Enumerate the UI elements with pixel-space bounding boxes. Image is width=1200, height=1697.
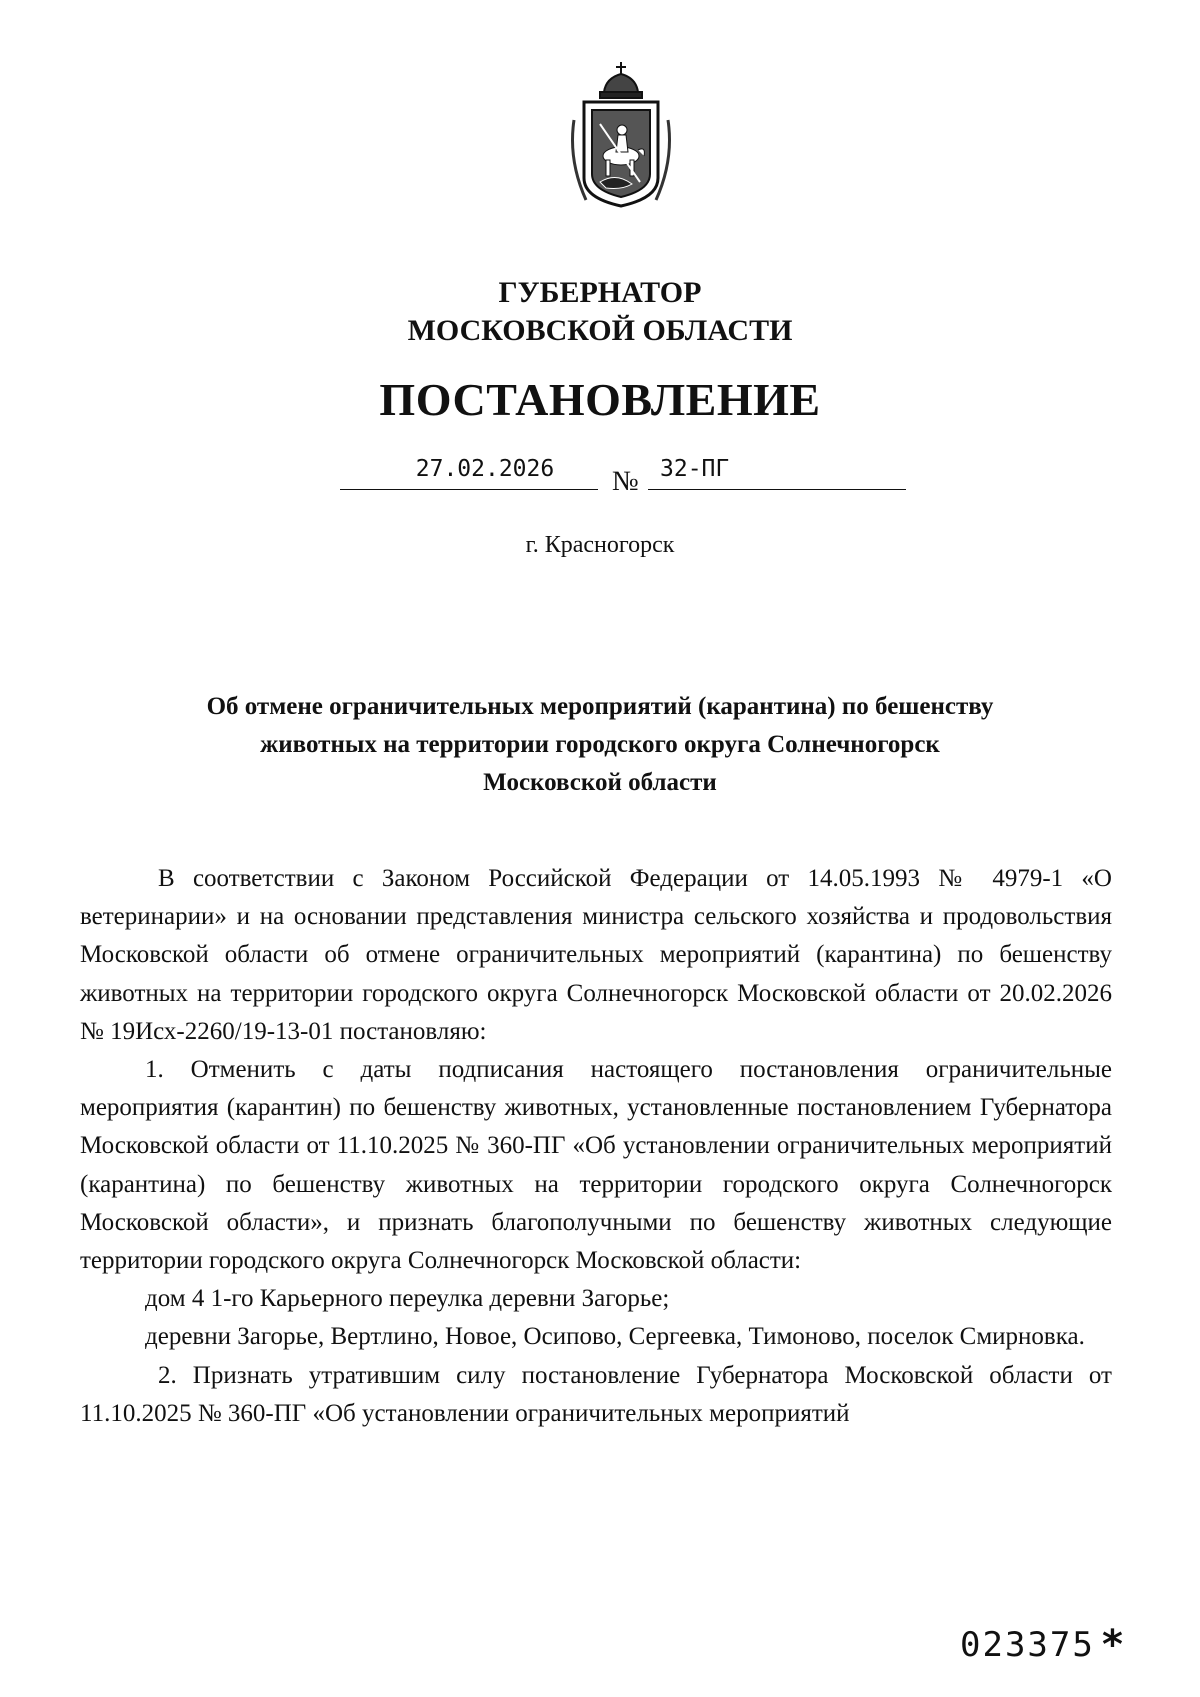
number-underline bbox=[648, 489, 906, 490]
title-line-3: Московской области bbox=[483, 769, 717, 796]
paragraph-preamble: В соответствии с Законом Российской Федерации от 14.05.1993 № 4979-1 «О ветеринарии» и на основании представления министра сельского хозяйства и продовольствия Московской области об отмене ограничительных мероприятий (карантина) по бешенству животных на территории городского округа Солнечногорск Московской области от 20.02.2026 № 19Исх-2260/19-13-01 постановляю: bbox=[80, 865, 1112, 1045]
document-date: 27.02.2026 bbox=[415, 456, 555, 482]
title-line-2: животных на территории городского округа Солнечногорск bbox=[260, 731, 940, 758]
document-type: ПОСТАНОВЛЕНИЕ bbox=[379, 374, 821, 425]
number-sign: № bbox=[612, 466, 639, 497]
city: г. Красногорск bbox=[525, 532, 675, 558]
serial-number: 023375 bbox=[960, 1625, 1095, 1665]
paragraph-villages: деревни Загорье, Вертлино, Новое, Осипово, Сергеевка, Тимоново, поселок Смирновка. bbox=[145, 1323, 1085, 1351]
issuer-line-1: ГУБЕРНАТОР bbox=[498, 276, 702, 309]
star-mark: * bbox=[1102, 1622, 1123, 1668]
document-title bbox=[130, 688, 1070, 802]
issuer-line-2: МОСКОВСКОЙ ОБЛАСТИ bbox=[407, 314, 793, 347]
paragraph-item-2: 2. Признать утратившим силу постановление Губернатора Московской области от 11.10.2025 № 360-ПГ «Об установлении ограничительных мероприятий bbox=[80, 1361, 1112, 1427]
date-underline bbox=[340, 489, 598, 490]
document-number: 32-ПГ bbox=[660, 456, 730, 482]
document-body bbox=[80, 860, 1112, 1433]
title-line-1: Об отмене ограничительных мероприятий (карантина) по бешенству bbox=[206, 693, 994, 720]
moscow-oblast-coat-of-arms-icon bbox=[566, 60, 676, 210]
paragraph-item-1: 1. Отменить с даты подписания настоящего постановления ограничительные мероприятия (карантин) по бешенству животных, установленные постановлением Губернатора Московской области от 11.10.2025 № 360-ПГ «Об установлении ограничительных мероприятий (карантина) по бешенству животных на территории городского округа Солнечногорск Московской области», и признать благополучными по бешенству животных следующие территории городского округа Солнечногорск Московской области: bbox=[80, 1056, 1112, 1275]
date-number-row bbox=[0, 456, 1200, 516]
paragraph-address: дом 4 1-го Карьерного переулка деревни Загорье; bbox=[145, 1285, 670, 1313]
issuer-heading bbox=[0, 274, 1200, 350]
